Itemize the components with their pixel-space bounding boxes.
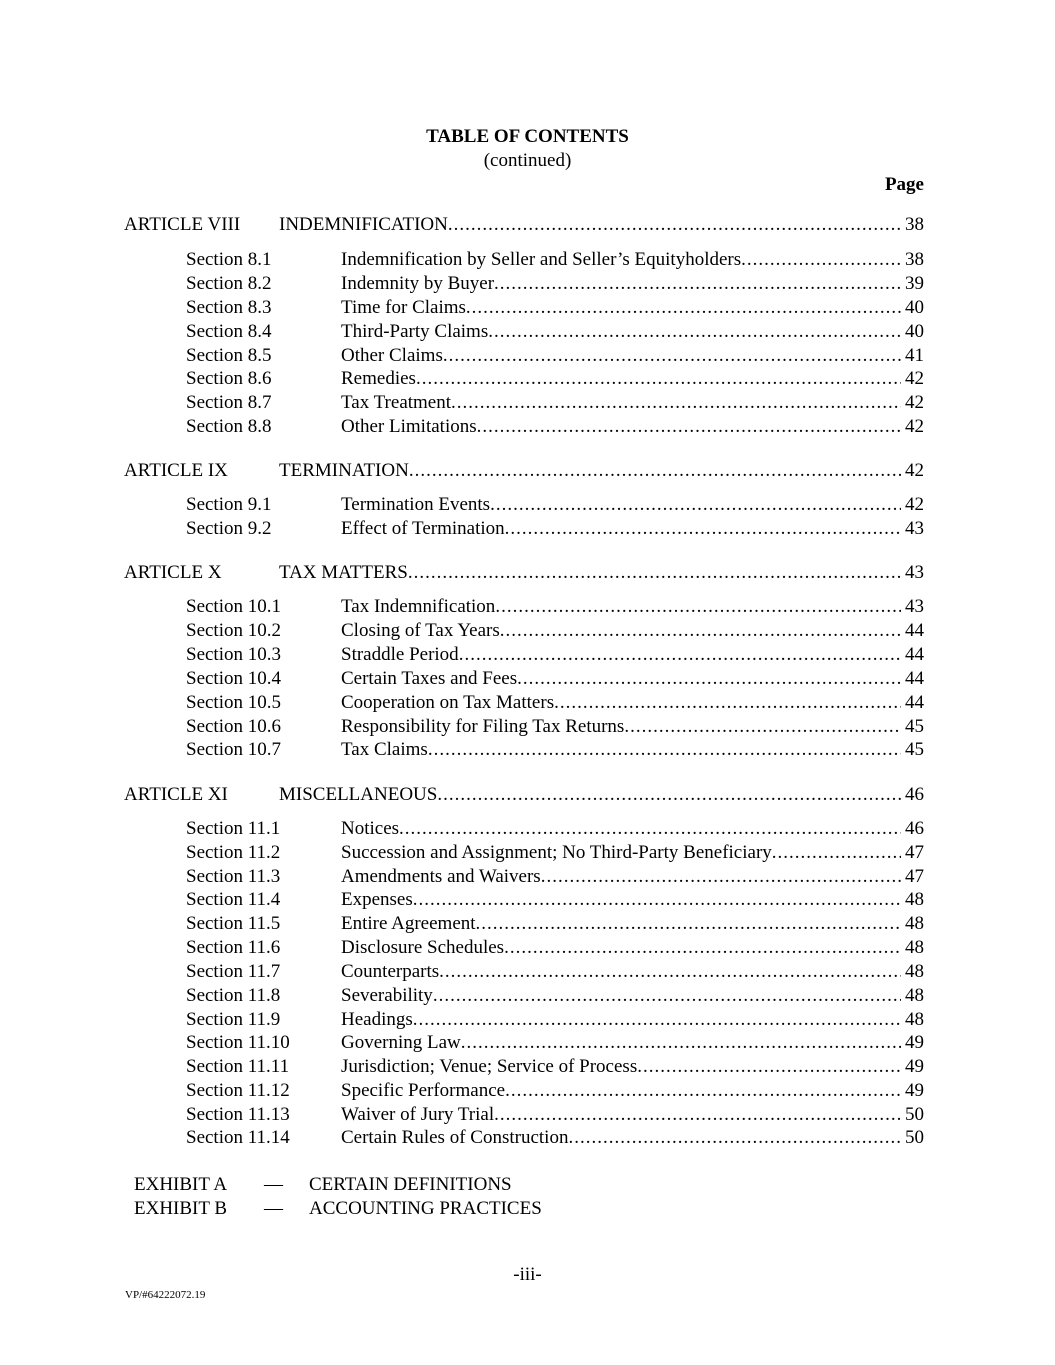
page-number: 45 — [905, 739, 924, 760]
page-number: 48 — [905, 985, 924, 1006]
dot-leader — [541, 865, 901, 889]
dot-leader — [504, 936, 901, 960]
section-label: Section 8.4 — [186, 321, 272, 342]
section-entry[interactable] — [186, 817, 924, 841]
section-entry[interactable] — [186, 344, 924, 368]
document-id: VP/#64222072.19 — [125, 1289, 206, 1301]
section-label: Section 10.5 — [186, 692, 281, 713]
section-title: Indemnification by Seller and Seller’s Equityholders — [341, 249, 742, 270]
section-label: Section 8.8 — [186, 416, 272, 437]
page-number: 50 — [905, 1127, 924, 1148]
section-title: Closing of Tax Years — [341, 620, 500, 641]
section-label: Section 10.2 — [186, 620, 281, 641]
section-entry[interactable] — [186, 936, 924, 960]
page-number: 42 — [905, 368, 924, 389]
dot-leader — [459, 643, 901, 667]
section-label: Section 11.5 — [186, 913, 281, 934]
section-entry[interactable] — [186, 1103, 924, 1127]
page-number: 43 — [905, 596, 924, 617]
section-title: Termination Events — [341, 494, 491, 515]
section-title: Time for Claims — [341, 297, 466, 318]
toc-title: TABLE OF CONTENTS — [426, 126, 629, 147]
dot-leader — [505, 1079, 901, 1103]
section-title: Remedies — [341, 368, 416, 389]
exhibit-title: CERTAIN DEFINITIONS — [309, 1174, 512, 1195]
section-label: Section 11.6 — [186, 937, 281, 958]
section-entry[interactable] — [186, 1126, 924, 1150]
page-number: 44 — [905, 692, 924, 713]
dot-leader — [399, 817, 901, 841]
section-label: Section 10.4 — [186, 668, 281, 689]
section-entry[interactable] — [186, 517, 924, 541]
section-label: Section 10.7 — [186, 739, 281, 760]
section-title: Straddle Period — [341, 644, 459, 665]
dot-leader — [488, 320, 901, 344]
section-title: Indemnity by Buyer — [341, 273, 495, 294]
page-number: 43 — [905, 562, 924, 583]
dot-leader — [461, 1031, 901, 1055]
section-entry[interactable] — [186, 415, 924, 439]
section-entry[interactable] — [186, 960, 924, 984]
section-entry[interactable] — [186, 1079, 924, 1103]
section-entry[interactable] — [186, 888, 924, 912]
page-number: 48 — [905, 961, 924, 982]
section-title: Tax Claims — [341, 739, 428, 760]
article-entry[interactable] — [124, 213, 924, 237]
section-label: Section 11.1 — [186, 818, 281, 839]
dot-leader — [624, 715, 901, 739]
dot-leader — [476, 912, 901, 936]
dot-leader — [517, 667, 901, 691]
section-title: Governing Law — [341, 1032, 461, 1053]
dot-leader — [505, 517, 901, 541]
article-title: INDEMNIFICATION — [279, 214, 448, 235]
section-title: Tax Treatment — [341, 392, 452, 413]
section-title: Other Limitations — [341, 416, 477, 437]
section-entry[interactable] — [186, 841, 924, 865]
dot-leader — [448, 213, 901, 237]
article-label: ARTICLE VIII — [124, 214, 241, 235]
section-title: Notices — [341, 818, 400, 839]
section-label: Section 11.4 — [186, 889, 281, 910]
section-title: Tax Indemnification — [341, 596, 496, 617]
exhibit-entry[interactable] — [134, 1197, 634, 1221]
section-label: Section 11.12 — [186, 1080, 290, 1101]
page-number: 42 — [905, 494, 924, 515]
toc-subtitle: (continued) — [483, 150, 572, 171]
section-entry[interactable] — [186, 738, 924, 762]
dot-leader — [451, 391, 901, 415]
dot-leader — [554, 691, 901, 715]
dot-leader — [500, 619, 901, 643]
page-number: 50 — [905, 1104, 924, 1125]
page-number: 44 — [905, 668, 924, 689]
section-title: Amendments and Waivers — [341, 866, 541, 887]
section-label: Section 8.6 — [186, 368, 272, 389]
section-label: Section 10.1 — [186, 596, 281, 617]
section-label: Section 11.9 — [186, 1009, 281, 1030]
section-entry[interactable] — [186, 1031, 924, 1055]
section-title: Other Claims — [341, 345, 443, 366]
section-title: Severability — [341, 985, 433, 1006]
section-label: Section 11.10 — [186, 1032, 290, 1053]
dot-leader — [413, 1008, 901, 1032]
article-title: TAX MATTERS — [279, 562, 408, 583]
section-title: Certain Taxes and Fees — [341, 668, 518, 689]
section-title: Waiver of Jury Trial — [341, 1104, 495, 1125]
dot-leader — [408, 561, 901, 585]
section-entry[interactable] — [186, 595, 924, 619]
section-label: Section 11.14 — [186, 1127, 290, 1148]
dot-leader — [443, 344, 901, 368]
section-title: Headings — [341, 1009, 413, 1030]
section-entry[interactable] — [186, 912, 924, 936]
dot-leader — [413, 888, 901, 912]
article-label: ARTICLE X — [124, 562, 222, 583]
page-number: 42 — [905, 416, 924, 437]
dot-leader — [428, 738, 901, 762]
page-column-header: Page — [884, 174, 924, 195]
page-number: 38 — [905, 249, 924, 270]
section-label: Section 8.2 — [186, 273, 272, 294]
section-entry[interactable] — [186, 715, 924, 739]
section-entry[interactable] — [186, 865, 924, 889]
dot-leader — [741, 248, 901, 272]
page-number: 41 — [905, 345, 924, 366]
dot-leader — [437, 783, 901, 807]
section-label: Section 11.8 — [186, 985, 281, 1006]
dot-leader — [772, 841, 901, 865]
article-label: ARTICLE IX — [124, 460, 228, 481]
section-title: Entire Agreement — [341, 913, 476, 934]
section-title: Disclosure Schedules — [341, 937, 505, 958]
section-label: Section 10.3 — [186, 644, 281, 665]
section-title: Certain Rules of Construction — [341, 1127, 569, 1148]
dot-leader — [477, 415, 901, 439]
exhibit-label: EXHIBIT A — [134, 1174, 228, 1195]
page-number: 40 — [905, 297, 924, 318]
section-title: Specific Performance — [341, 1080, 506, 1101]
page-number: 45 — [905, 716, 924, 737]
page-number: 43 — [905, 518, 924, 539]
exhibit-title: ACCOUNTING PRACTICES — [309, 1198, 542, 1219]
page-number: 47 — [905, 842, 924, 863]
section-title: Third-Party Claims — [341, 321, 489, 342]
page-number: 48 — [905, 913, 924, 934]
dot-leader — [433, 984, 901, 1008]
article-entry[interactable] — [124, 783, 924, 807]
dot-leader — [637, 1055, 901, 1079]
section-entry[interactable] — [186, 320, 924, 344]
section-entry[interactable] — [186, 1008, 924, 1032]
section-label: Section 9.1 — [186, 494, 272, 515]
page-number: 48 — [905, 889, 924, 910]
section-entry[interactable] — [186, 667, 924, 691]
section-title: Succession and Assignment; No Third-Party Beneficiary — [341, 842, 772, 863]
page-number: 49 — [905, 1080, 924, 1101]
page-number: 40 — [905, 321, 924, 342]
dot-leader — [416, 367, 901, 391]
em-dash: — — [264, 1198, 283, 1219]
page-number: 44 — [905, 644, 924, 665]
section-label: Section 11.3 — [186, 866, 281, 887]
exhibit-entry[interactable] — [134, 1173, 634, 1197]
section-entry[interactable] — [186, 248, 924, 272]
page-number: 42 — [905, 460, 924, 481]
section-entry[interactable] — [186, 296, 924, 320]
article-entry[interactable] — [124, 561, 924, 585]
page-number: 42 — [905, 392, 924, 413]
dot-leader — [494, 272, 901, 296]
dot-leader — [466, 296, 901, 320]
article-title: TERMINATION — [279, 460, 409, 481]
page-number: 39 — [905, 273, 924, 294]
section-entry[interactable] — [186, 691, 924, 715]
section-entry[interactable] — [186, 1055, 924, 1079]
section-label: Section 11.7 — [186, 961, 281, 982]
section-entry[interactable] — [186, 984, 924, 1008]
section-entry[interactable] — [186, 643, 924, 667]
section-entry[interactable] — [186, 391, 924, 415]
dot-leader — [490, 493, 901, 517]
page-number: 38 — [905, 214, 924, 235]
page-number: 49 — [905, 1056, 924, 1077]
section-entry[interactable] — [186, 619, 924, 643]
section-title: Effect of Termination — [341, 518, 505, 539]
page-number: 48 — [905, 1009, 924, 1030]
section-title: Counterparts — [341, 961, 440, 982]
article-label: ARTICLE XI — [124, 784, 228, 805]
em-dash: — — [264, 1174, 283, 1195]
section-entry[interactable] — [186, 493, 924, 517]
page-number: 48 — [905, 937, 924, 958]
section-label: Section 8.5 — [186, 345, 272, 366]
section-entry[interactable] — [186, 367, 924, 391]
section-title: Expenses — [341, 889, 413, 910]
section-label: Section 11.11 — [186, 1056, 290, 1077]
dot-leader — [494, 1103, 901, 1127]
section-label: Section 11.2 — [186, 842, 281, 863]
page-number: 49 — [905, 1032, 924, 1053]
dot-leader — [439, 960, 901, 984]
footer-page-number: -iii- — [513, 1264, 542, 1285]
section-label: Section 11.13 — [186, 1104, 290, 1125]
section-label: Section 8.7 — [186, 392, 272, 413]
article-entry[interactable] — [124, 459, 924, 483]
section-label: Section 8.1 — [186, 249, 272, 270]
page-number: 46 — [905, 784, 924, 805]
article-title: MISCELLANEOUS — [279, 784, 438, 805]
dot-leader — [495, 595, 901, 619]
section-title: Cooperation on Tax Matters — [341, 692, 555, 713]
dot-leader — [568, 1126, 901, 1150]
exhibit-label: EXHIBIT B — [134, 1198, 228, 1219]
dot-leader — [409, 459, 901, 483]
page-number: 44 — [905, 620, 924, 641]
page-number: 46 — [905, 818, 924, 839]
section-label: Section 10.6 — [186, 716, 281, 737]
page-number: 47 — [905, 866, 924, 887]
section-title: Jurisdiction; Venue; Service of Process — [341, 1056, 638, 1077]
section-entry[interactable] — [186, 272, 924, 296]
section-title: Responsibility for Filing Tax Returns — [341, 716, 625, 737]
section-label: Section 9.2 — [186, 518, 272, 539]
section-label: Section 8.3 — [186, 297, 272, 318]
